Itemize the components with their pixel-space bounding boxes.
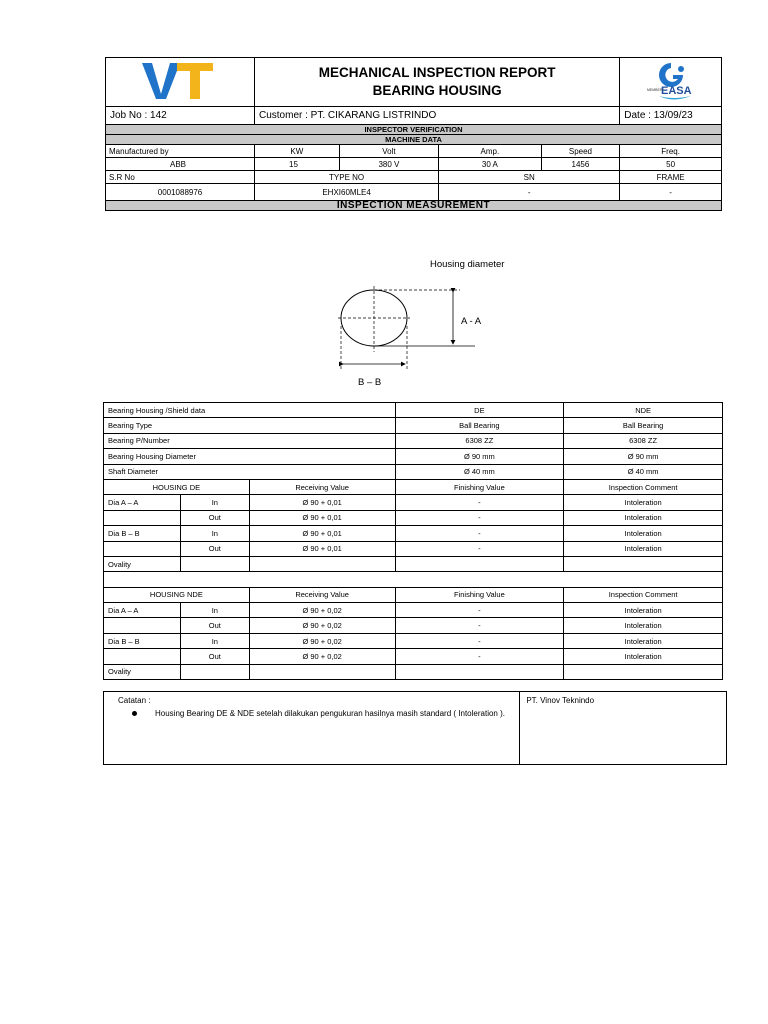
label-type-no: TYPE NO [255,171,439,184]
label-a-a: A - A [461,316,482,327]
customer-name: Customer : PT. CIKARANG LISTRINDO [255,107,620,125]
in-out-label: Out [180,618,249,633]
shield-de-value: Ball Bearing [395,418,564,433]
housing-de-header: HOUSING DE [104,479,250,494]
vt-logo-cell [106,58,255,107]
inspection-comment: Intoleration [564,618,723,633]
receiving-value: Ø 90 + 0,01 [249,541,395,556]
finishing-value-header: Finishing Value [395,587,564,602]
value-sn: - [439,184,620,201]
label-amp: Amp. [439,145,541,158]
value-kw: 15 [255,158,340,171]
shield-label: Bearing Housing Diameter [104,449,396,464]
value-volt: 380 V [339,158,438,171]
housing-nde-header: HOUSING NDE [104,587,250,602]
label-speed: Speed [541,145,620,158]
table-row [104,526,723,541]
table-row [104,649,723,664]
shield-nde-value: Ø 90 mm [564,449,723,464]
finishing-value: - [395,618,564,633]
dia-label [104,618,181,633]
finishing-value: - [395,541,564,556]
finishing-value: - [395,526,564,541]
table-row [104,495,723,510]
table-row [104,418,723,433]
in-out-label: In [180,633,249,648]
empty-cell [249,664,395,679]
table-row [104,556,723,571]
notes-cell [104,692,520,765]
spacer-row [104,572,723,587]
shield-de-value: 6308 ZZ [395,433,564,448]
value-sr-no: 0001088976 [106,184,255,201]
table-row [104,664,723,679]
receiving-value: Ø 90 + 0,01 [249,510,395,525]
shield-label: Bearing Type [104,418,396,433]
diagram-title: Housing diameter [430,259,505,270]
table-row [104,633,723,648]
label-volt: Volt [339,145,438,158]
dia-label: Dia A – A [104,495,181,510]
empty-cell [395,556,564,571]
svg-text:EASA: EASA [660,85,692,97]
report-title: MECHANICAL INSPECTION REPORT [318,65,556,80]
shield-de-value: Ø 40 mm [395,464,564,479]
label-sr-no: S.R No [106,171,255,184]
company-name: PT. Vinov Teknindo [526,696,595,705]
empty-cell [249,556,395,571]
label-kw: KW [255,145,340,158]
report-header-table [105,57,722,211]
inspection-comment: Intoleration [564,649,723,664]
empty-cell [564,556,723,571]
table-row [104,541,723,556]
in-out-label: Out [180,649,249,664]
vt-logo-icon [106,58,254,104]
finishing-value: - [395,633,564,648]
finishing-value: - [395,649,564,664]
dia-label: Dia B – B [104,526,181,541]
shield-nde-value: Ø 40 mm [564,464,723,479]
table-row [104,464,723,479]
receiving-value: Ø 90 + 0,02 [249,603,395,618]
label-frame: FRAME [620,171,722,184]
inspection-comment: Intoleration [564,633,723,648]
shield-label: Shaft Diameter [104,464,396,479]
inspection-comment-header: Inspection Comment [564,479,723,494]
receiving-value: Ø 90 + 0,01 [249,526,395,541]
notes-label: Catatan : [118,696,151,705]
table-row [104,587,723,602]
finishing-value-header: Finishing Value [395,479,564,494]
value-manufacturer: ABB [106,158,255,171]
label-freq: Freq. [620,145,722,158]
bullet-dot-icon [132,711,137,716]
shield-label: Bearing P/Number [104,433,396,448]
in-out-label: In [180,603,249,618]
empty-cell [180,556,249,571]
empty-cell [180,664,249,679]
report-date: Date : 13/09/23 [620,107,722,125]
dia-label [104,541,181,556]
receiving-value-header: Receiving Value [249,587,395,602]
receiving-value: Ø 90 + 0,01 [249,495,395,510]
table-row [104,403,723,418]
shield-header-de: DE [395,403,564,418]
ovality-label: Ovality [104,556,181,571]
inspection-comment: Intoleration [564,495,723,510]
inspection-comment-header: Inspection Comment [564,587,723,602]
shield-nde-value: 6308 ZZ [564,433,723,448]
table-row [104,479,723,494]
table-row [104,510,723,525]
value-type-no: EHXI60MLE4 [255,184,439,201]
receiving-value: Ø 90 + 0,02 [249,633,395,648]
notes-table [103,691,727,765]
inspection-comment: Intoleration [564,510,723,525]
inspection-measurement-band: INSPECTION MEASUREMENT [106,201,722,211]
report-subtitle: BEARING HOUSING [372,83,502,98]
shield-de-value: Ø 90 mm [395,449,564,464]
table-row [104,603,723,618]
notes-bullet-text: Housing Bearing DE & NDE setelah dilakukan pengukuran hasilnya masih standard ( Intoleration ). [155,709,505,718]
receiving-value: Ø 90 + 0,02 [249,649,395,664]
inspector-verification-band: INSPECTOR VERIFICATION [106,125,722,135]
empty-cell [104,572,723,587]
in-out-label: In [180,495,249,510]
company-signature-cell [520,692,727,765]
shield-nde-value: Ball Bearing [564,418,723,433]
svg-text:MEMBER: MEMBER [646,88,662,92]
shield-header-nde: NDE [564,403,723,418]
table-row [104,433,723,448]
label-sn: SN [439,171,620,184]
dia-label [104,649,181,664]
value-freq: 50 [620,158,722,171]
table-row [104,449,723,464]
inspection-comment: Intoleration [564,541,723,556]
notes-bullet-item [132,708,513,719]
easa-logo-icon [641,59,701,103]
housing-diameter-diagram [320,256,530,396]
label-b-b: B – B [358,377,382,388]
inspection-comment: Intoleration [564,603,723,618]
empty-cell [395,664,564,679]
in-out-label: Out [180,541,249,556]
ovality-label: Ovality [104,664,181,679]
finishing-value: - [395,603,564,618]
label-manufactured-by: Manufactured by [106,145,255,158]
dia-label: Dia B – B [104,633,181,648]
receiving-value-header: Receiving Value [249,479,395,494]
in-out-label: Out [180,510,249,525]
value-frame: - [620,184,722,201]
dia-label: Dia A – A [104,603,181,618]
table-row [104,618,723,633]
shield-header-label: Bearing Housing /Shield data [104,403,396,418]
housing-diagram-drawing [320,256,530,396]
job-number: Job No : 142 [106,107,255,125]
inspection-comment: Intoleration [564,526,723,541]
in-out-label: In [180,526,249,541]
report-title-cell [255,58,620,107]
measurement-table [103,402,723,680]
value-speed: 1456 [541,158,620,171]
dia-label [104,510,181,525]
finishing-value: - [395,510,564,525]
finishing-value: - [395,495,564,510]
easa-logo-cell [620,58,722,107]
empty-cell [564,664,723,679]
machine-data-band: MACHINE DATA [106,135,722,145]
receiving-value: Ø 90 + 0,02 [249,618,395,633]
value-amp: 30 A [439,158,541,171]
